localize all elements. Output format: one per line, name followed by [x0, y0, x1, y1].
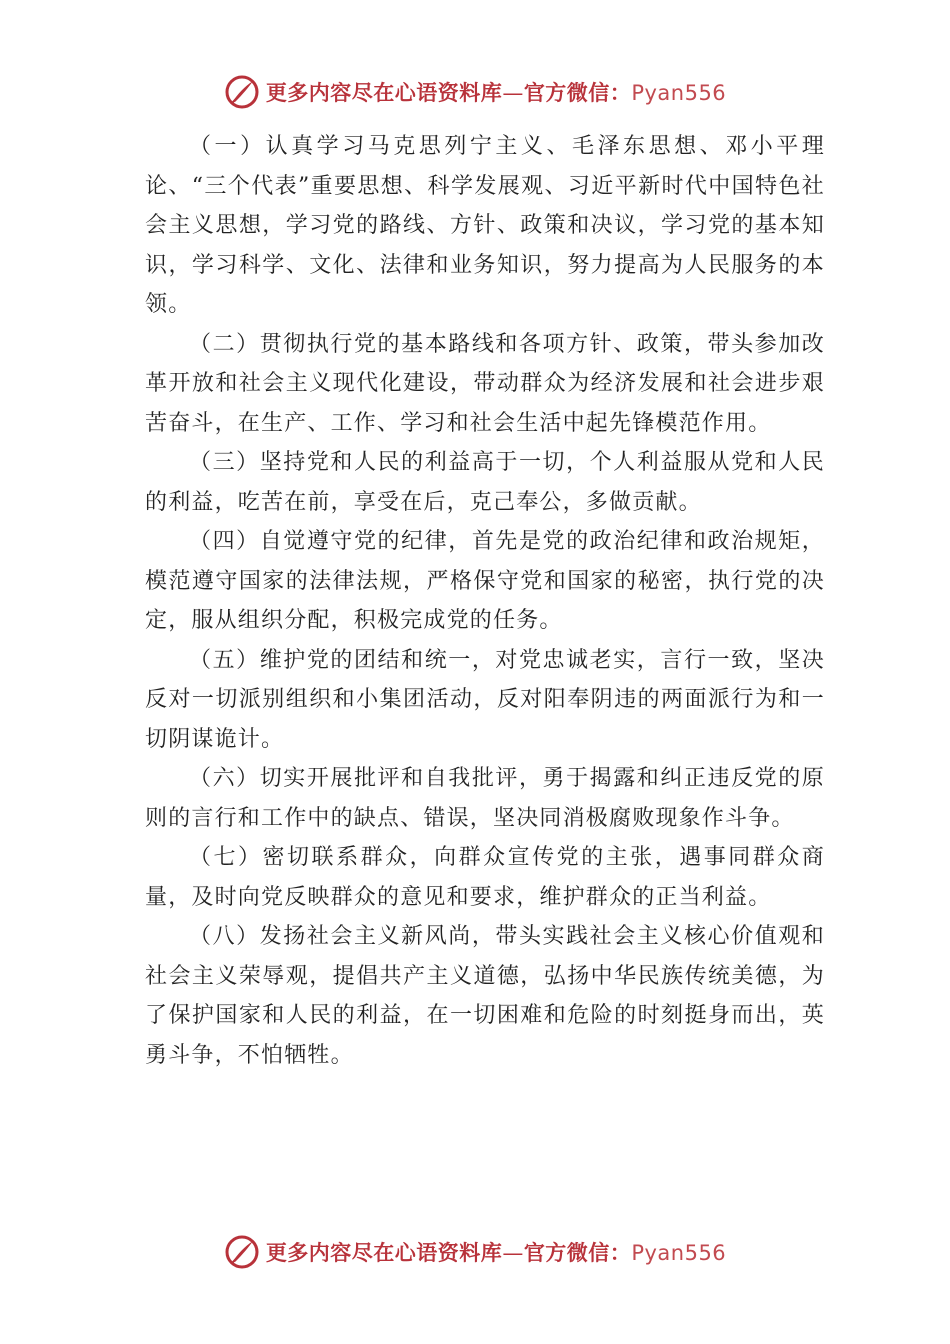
- header-banner-text: 更多内容尽在心语资料库—官方微信：Pyan556: [265, 81, 727, 105]
- paragraph-3: （三）坚持党和人民的利益高于一切，个人利益服从党和人民的利益，吃苦在前，享受在后，克己奉公，多做贡献。: [145, 450, 825, 515]
- paragraph-5: （五）维护党的团结和统一，对党忠诚老实，言行一致，坚决反对一切派别组织和小集团活动，反对阳奉阴违的两面派行为和一切阴谋诡计。: [145, 647, 825, 752]
- paragraph-7: （七）密切联系群众，向群众宣传党的主张，遇事同群众商量，及时向党反映群众的意见和要求，维护群众的正当利益。: [145, 845, 825, 910]
- header-banner: [0, 72, 950, 112]
- document-body: [145, 127, 825, 1075]
- paragraph-6: （六）切实开展批评和自我批评，勇于揭露和纠正违反党的原则的言行和工作中的缺点、错误，坚决同消极腐败现象作斗争。: [145, 766, 825, 831]
- paragraph-8: （八）发扬社会主义新风尚，带头实践社会主义核心价值观和社会主义荣辱观，提倡共产主义道德，弘扬中华民族传统美德，为了保护国家和人民的利益，在一切困难和危险的时刻挺身而出，英勇斗争，不怕牺牲。: [145, 924, 825, 1068]
- footer-banner-text: 更多内容尽在心语资料库—官方微信：Pyan556: [265, 1241, 727, 1265]
- footer-wechat-id: Pyan556: [631, 1241, 727, 1265]
- footer-banner: [0, 1232, 950, 1272]
- quill-logo-icon: [224, 74, 260, 110]
- header-wechat-id: Pyan556: [631, 81, 727, 105]
- quill-logo-icon: [224, 1234, 260, 1270]
- paragraph-4: （四）自觉遵守党的纪律，首先是党的政治纪律和政治规矩，模范遵守国家的法律法规，严格保守党和国家的秘密，执行党的决定，服从组织分配，积极完成党的任务。: [145, 529, 825, 633]
- paragraph-2: （二）贯彻执行党的基本路线和各项方针、政策，带头参加改革开放和社会主义现代化建设，带动群众为经济发展和社会进步艰苦奋斗，在生产、工作、学习和社会生活中起先锋模范作用。: [145, 331, 825, 436]
- paragraph-1: （一）认真学习马克思列宁主义、毛泽东思想、邓小平理论、“三个代表”重要思想、科学发展观、习近平新时代中国特色社会主义思想，学习党的路线、方针、政策和决议，学习党的基本知识，学习科学、文化、法律和业务知识，努力提高为人民服务的本领。: [145, 134, 825, 317]
